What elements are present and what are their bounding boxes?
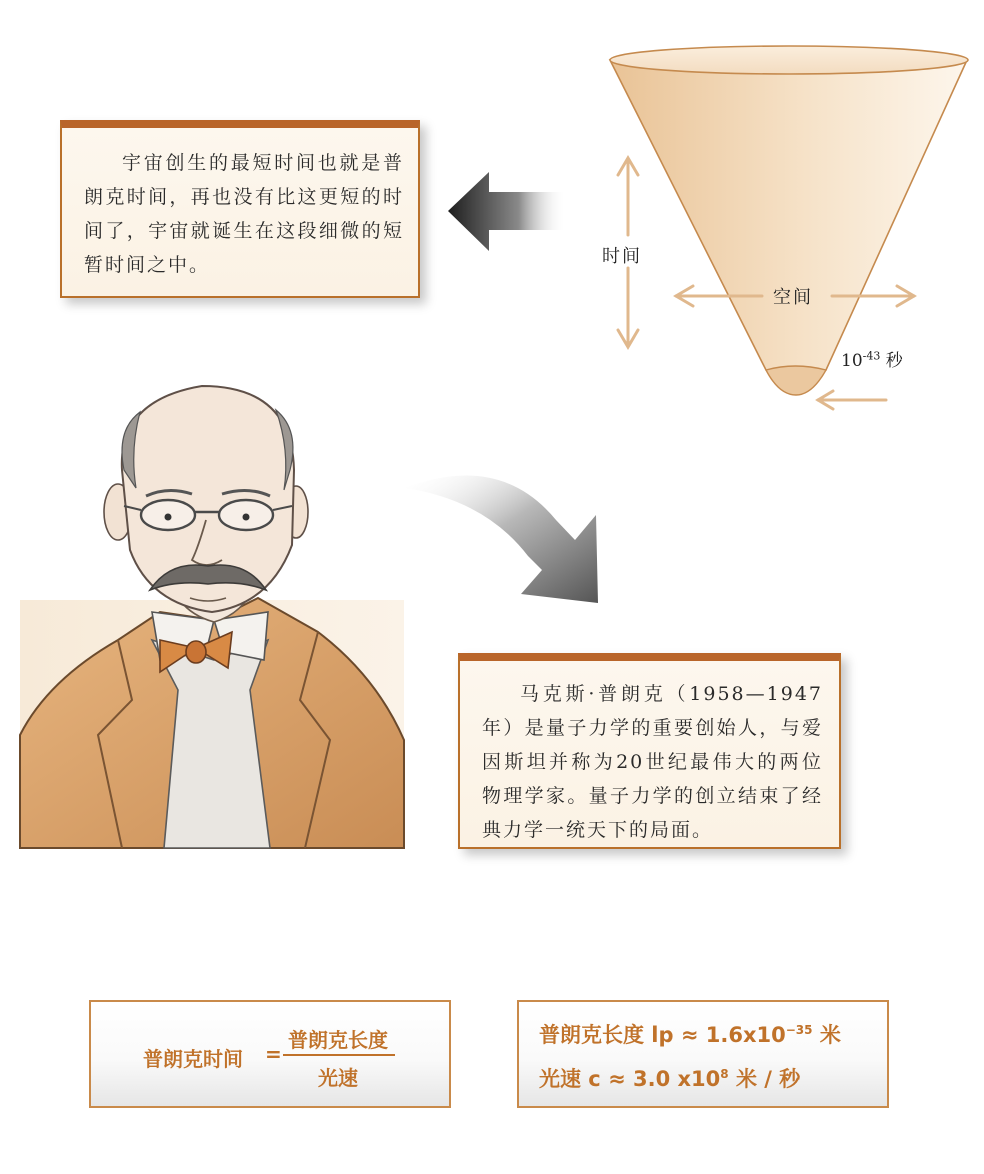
formula-numerator: 普朗克长度	[288, 1028, 388, 1052]
cone-diagram	[610, 46, 968, 395]
planck-time-note-text: 宇宙创生的最短时间也就是普朗克时间，再也没有比这更短的时间了，宇宙就诞生在这段细微的短暂时间之中。	[84, 152, 404, 276]
light-speed-text: 光速 c ≈ 3.0 x10	[539, 1067, 721, 1091]
seconds-exponent: -43	[862, 349, 881, 363]
left-arrow-icon	[448, 172, 566, 251]
planck-portrait	[20, 386, 404, 848]
formula-equals: =	[265, 1042, 282, 1066]
constants-box	[517, 1000, 889, 1108]
time-axis-label: 时间	[602, 246, 642, 267]
formula-denominator: 光速	[318, 1066, 358, 1090]
planck-time-formula	[89, 1000, 451, 1108]
planck-biography-text: 马克斯·普朗克（1958—1947年）是量子力学的重要创始人，与爱因斯坦并称为20世纪最伟大的两位物理学家。量子力学的创立结束了经典力学一统天下的局面。	[482, 683, 823, 841]
planck-length-exponent: −35	[785, 1023, 813, 1037]
space-axis-label: 空间	[773, 287, 813, 308]
planck-seconds-label	[841, 346, 903, 371]
curved-down-arrow-icon	[405, 476, 598, 603]
light-speed-unit: 米 / 秒	[735, 1067, 801, 1091]
planck-length-unit: 米	[819, 1023, 841, 1047]
planck-length-text: 普朗克长度 lp ≈ 1.6x10	[539, 1023, 786, 1047]
seconds-base: 10	[841, 351, 863, 371]
formula-lhs: 普朗克时间	[143, 1047, 243, 1071]
light-speed-exponent: 8	[720, 1067, 729, 1081]
seconds-unit: 秒	[885, 351, 903, 371]
fraction-bar	[283, 1054, 395, 1056]
planck-biography-note	[458, 653, 841, 849]
planck-time-note	[60, 120, 420, 298]
light-speed-line	[539, 1063, 800, 1093]
small-left-arrow-icon	[818, 391, 886, 409]
planck-length-line	[539, 1019, 841, 1049]
